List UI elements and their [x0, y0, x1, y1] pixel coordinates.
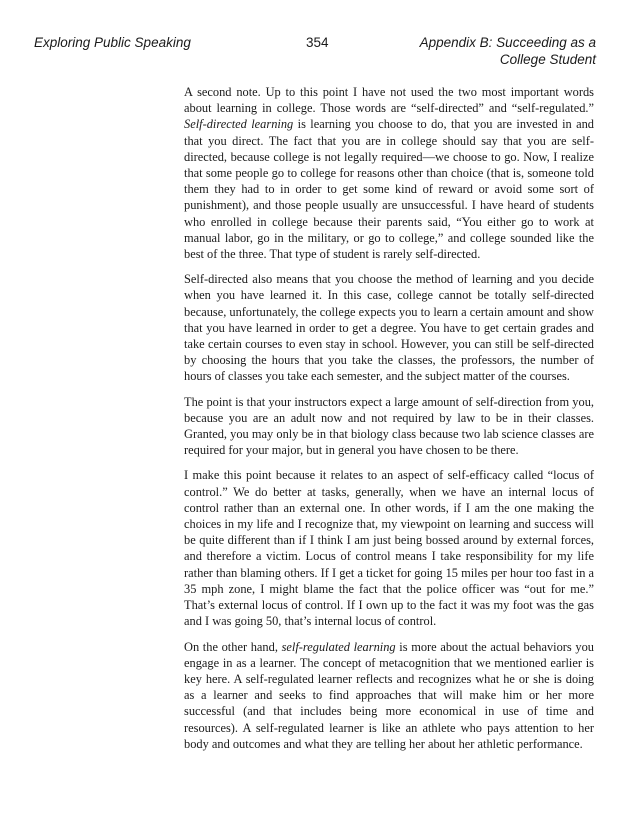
paragraph-1 [184, 84, 594, 262]
page-number: 354 [306, 35, 329, 50]
paragraph-5-text-b: is more about the actual behaviors you engage in as a learner. The concept of metacognition that we mentioned earlier is key here. A self-regulated learner reflects and recognizes what he or she is doing as a learner and seeks to find approaches that will make him or her more successful (and that includes being more economical in use of time and resources). A self-regulated learner is like an athlete who pays attention to her body and outcomes and what they are telling her about her athletic performance. [184, 639, 594, 751]
appendix-title-line-1: Appendix B: Succeeding as a [419, 35, 596, 50]
paragraph-1-text-b: is learning you choose to do, that you are invested in and that you direct. The fact that you are in college should say that you are self-directed, because college is not legally required—we choose to go. Now, I realize that some people go to college for reasons other than choice (that is, someone told them they had to in order to get some kind of reward or avoid some sort of punishment), and those people usually are unsuccessful. I have heard of students who enrolled in college because their parents said, “You either go to work at manual labor, go in the military, or go to college,” and college sounded like the best of the three. That type of student is rarely self-directed. [184, 117, 595, 262]
appendix-title-line-2: College Student [499, 52, 596, 67]
term-self-directed-learning: Self-directed learning [184, 117, 294, 132]
paragraph-5-text-a: On the other hand, [184, 639, 282, 654]
paragraph-1-text-a: A second note. Up to this point I have not used the two most important words about learning in college. Those words are “self-directed” and “self-regulated.” [184, 85, 594, 116]
paragraph-2: Self-directed also means that you choose the method of learning and you decide when you have learned it. In this case, college cannot be totally self-directed because, unfortunately, the college expects you to learn a certain amount and show that you have learned in order to get a degree. You have to get certain grades and take certain courses to even stay in school. However, you can still be self-directed by choosing the hours that you take the classes, the professors, the number of hours of classes you take each semester, and the subject matter of the courses. [184, 272, 594, 384]
appendix-title [396, 34, 596, 68]
body-text [184, 84, 594, 761]
paragraph-3: The point is that your instructors expect a large amount of self-direction from you, because you are an adult now and not required by law to be in their classes. Granted, you may only be in that biology class because two lab science classes are required for your major, but in general you have chosen to be there. [184, 394, 594, 458]
page-header [34, 34, 596, 74]
book-title: Exploring Public Speaking [34, 35, 191, 50]
paragraph-4: I make this point because it relates to an aspect of self-efficacy called “locus of control.” We do better at tasks, generally, when we have an internal locus of control rather than an external one. In other words, if I am the one making the choices in my life and I recognize that, my viewpoint on learning and success will be quite different than if I think I am just being bossed around by external forces, and therefore a victim. Locus of control means I take responsibility for my life rather than blaming others. If I get a ticket for going 15 miles per hour too fast in a 35 mph zone, I might blame the fact that the police officer was “out for me.” That’s external locus of control. If I own up to the fact it was my foot was the gas and I was going 50, that’s internal locus of control. [184, 468, 594, 629]
paragraph-5 [184, 639, 594, 752]
term-self-regulated-learning: self-regulated learning [281, 639, 396, 654]
